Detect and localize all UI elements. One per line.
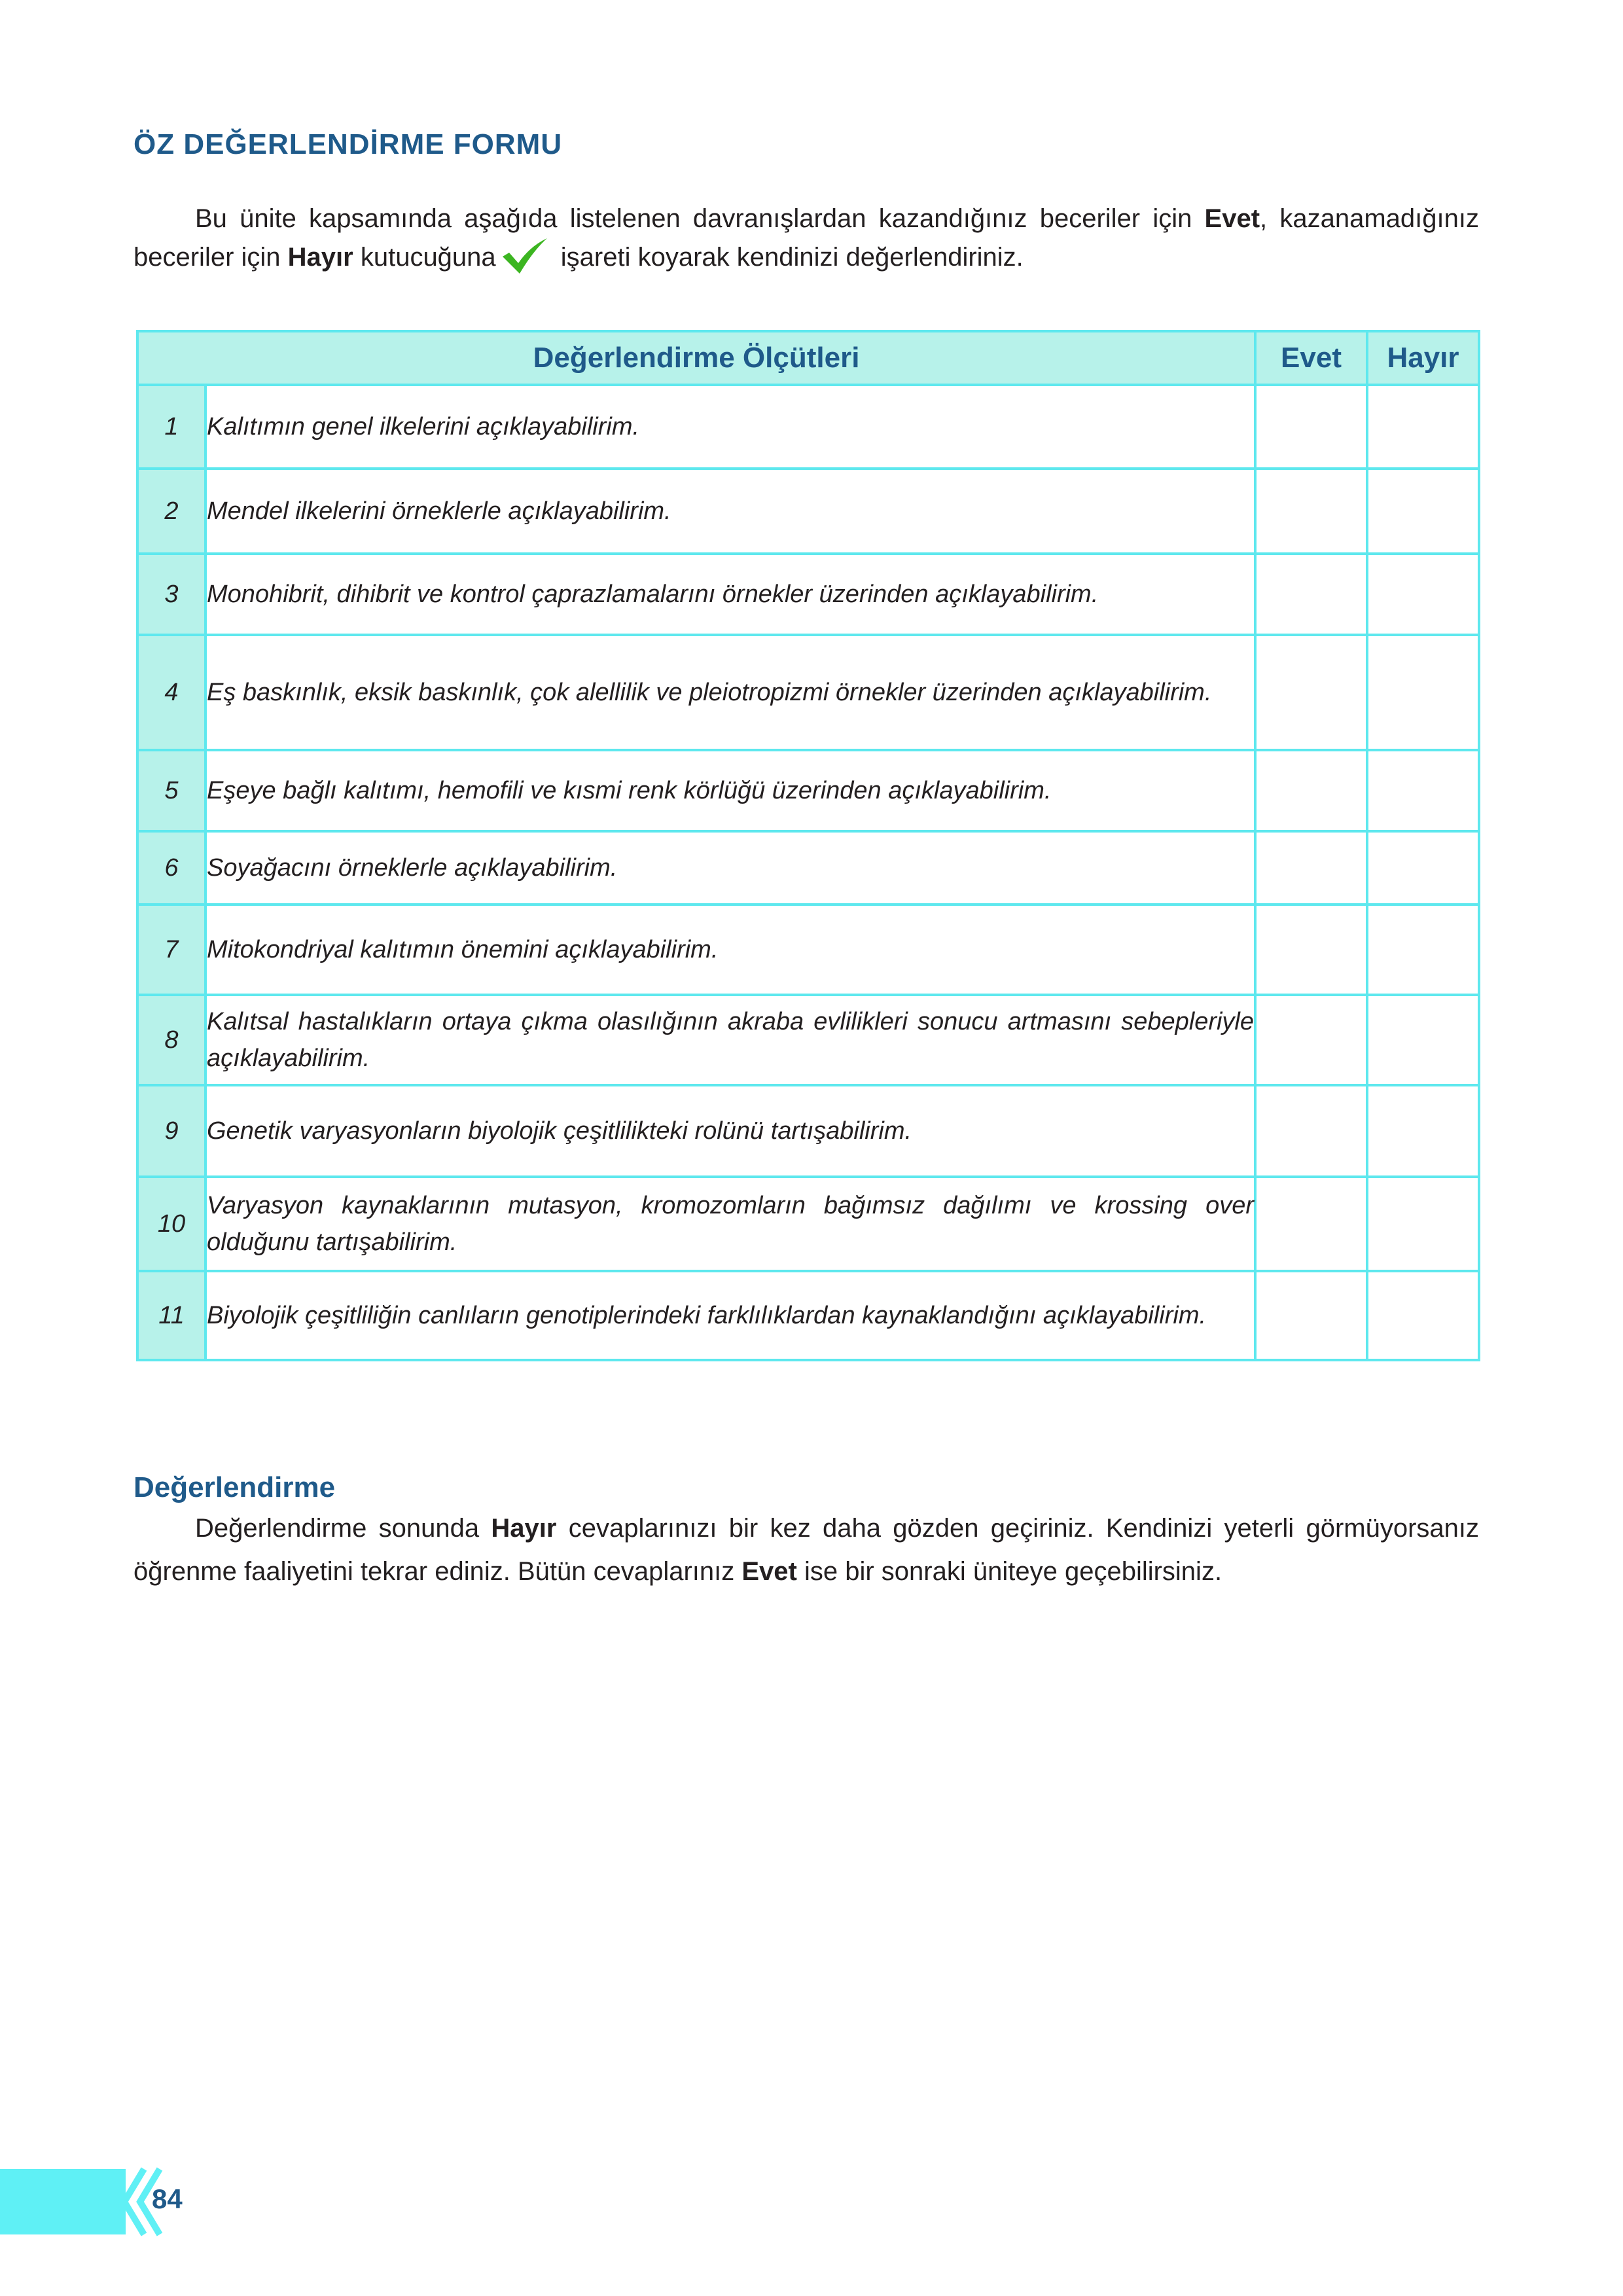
- criterion-text: Genetik varyasyonların biyolojik çeşitlilikteki rolünü tartışabilirim.: [205, 1085, 1255, 1177]
- criterion-text: Monohibrit, dihibrit ve kontrol çaprazlamalarını örnekler üzerinden açıklayabilirim.: [205, 554, 1255, 635]
- row-number: 6: [137, 831, 205, 905]
- table-row: [137, 1177, 1479, 1271]
- criterion-text: Eşeye bağlı kalıtımı, hemofili ve kısmi renk körlüğü üzerinden açıklayabilirim.: [205, 750, 1255, 831]
- hayir-checkbox-cell[interactable]: [1367, 469, 1479, 554]
- criterion-text: Mitokondriyal kalıtımın önemini açıklayabilirim.: [205, 905, 1255, 995]
- table-row: [137, 635, 1479, 750]
- hayir-checkbox-cell[interactable]: [1367, 995, 1479, 1085]
- evaluation-text-3: ise bir sonraki üniteye geçebilirsiniz.: [796, 1557, 1222, 1586]
- row-number: 2: [137, 469, 205, 554]
- intro-text-4: işareti koyarak kendinizi değerlendiriniz.: [553, 243, 1024, 272]
- page-number: 84: [152, 2183, 183, 2214]
- evaluation-text-1: Değerlendirme sonunda: [195, 1514, 491, 1543]
- row-number: 5: [137, 750, 205, 831]
- table-row: [137, 1085, 1479, 1177]
- evaluation-text-2: cevaplarınızı bir kez daha gözden geçiriniz. Kendinizi yeterli görmüyorsanız öğrenme faaliyetini tekrar ediniz. Bütün cevaplarınız: [134, 1514, 1479, 1586]
- evet-checkbox-cell[interactable]: [1255, 1085, 1367, 1177]
- table-row: [137, 385, 1479, 469]
- table-row: [137, 995, 1479, 1085]
- criterion-text: Biyolojik çeşitliliğin canlıların genotiplerindeki farklılıklardan kaynaklandığını açıklayabilirim.: [205, 1271, 1255, 1360]
- hayir-checkbox-cell[interactable]: [1367, 635, 1479, 750]
- table-row: [137, 831, 1479, 905]
- criterion-text: Kalıtsal hastalıkların ortaya çıkma olasılığının akraba evlilikleri sonucu artmasını sebepleriyle açıklayabilirim.: [205, 995, 1255, 1085]
- criterion-text: Eş baskınlık, eksik baskınlık, çok alellilik ve pleiotropizmi örnekler üzerinden açıklayabilirim.: [205, 635, 1255, 750]
- evet-checkbox-cell[interactable]: [1255, 1177, 1367, 1271]
- evet-checkbox-cell[interactable]: [1255, 385, 1367, 469]
- header-evet: Evet: [1255, 331, 1367, 385]
- green-checkmark-icon: [500, 237, 550, 275]
- page-number-band: [0, 2169, 126, 2234]
- evet-checkbox-cell[interactable]: [1255, 554, 1367, 635]
- hayir-checkbox-cell[interactable]: [1367, 554, 1479, 635]
- evet-checkbox-cell[interactable]: [1255, 635, 1367, 750]
- hayir-checkbox-cell[interactable]: [1367, 1177, 1479, 1271]
- hayir-checkbox-cell[interactable]: [1367, 1271, 1479, 1360]
- row-number: 10: [137, 1177, 205, 1271]
- table-row: [137, 554, 1479, 635]
- evet-checkbox-cell[interactable]: [1255, 831, 1367, 905]
- evet-checkbox-cell[interactable]: [1255, 905, 1367, 995]
- page-title: ÖZ DEĞERLENDİRME FORMU: [134, 128, 563, 160]
- evaluation-paragraph: [134, 1507, 1479, 1593]
- hayir-checkbox-cell[interactable]: [1367, 1085, 1479, 1177]
- row-number: 3: [137, 554, 205, 635]
- row-number: 4: [137, 635, 205, 750]
- criterion-text: Mendel ilkelerini örneklerle açıklayabilirim.: [205, 469, 1255, 554]
- hayir-checkbox-cell[interactable]: [1367, 385, 1479, 469]
- evaluation-evet: Evet: [741, 1557, 797, 1586]
- intro-paragraph: [134, 200, 1479, 276]
- table-row: [137, 750, 1479, 831]
- table-row: [137, 469, 1479, 554]
- evet-checkbox-cell[interactable]: [1255, 750, 1367, 831]
- hayir-checkbox-cell[interactable]: [1367, 750, 1479, 831]
- row-number: 8: [137, 995, 205, 1085]
- table-row: [137, 905, 1479, 995]
- intro-text-2: , kazanamadığınız beceriler için: [134, 204, 1479, 272]
- hayir-checkbox-cell[interactable]: [1367, 831, 1479, 905]
- intro-evet: Evet: [1204, 204, 1260, 233]
- intro-hayir: Hayır: [287, 243, 353, 272]
- evaluation-hayir: Hayır: [491, 1514, 557, 1543]
- evet-checkbox-cell[interactable]: [1255, 995, 1367, 1085]
- criterion-text: Soyağacını örneklerle açıklayabilirim.: [205, 831, 1255, 905]
- intro-text-3: kutucuğuna: [353, 243, 496, 272]
- header-hayir: Hayır: [1367, 331, 1479, 385]
- self-assessment-table: [136, 330, 1480, 1361]
- hayir-checkbox-cell[interactable]: [1367, 905, 1479, 995]
- criterion-text: Kalıtımın genel ilkelerini açıklayabilirim.: [205, 385, 1255, 469]
- table-header-row: [137, 331, 1479, 385]
- intro-text-1: Bu ünite kapsamında aşağıda listelenen davranışlardan kazandığınız beceriler için: [195, 204, 1205, 233]
- row-number: 7: [137, 905, 205, 995]
- evet-checkbox-cell[interactable]: [1255, 1271, 1367, 1360]
- row-number: 11: [137, 1271, 205, 1360]
- evet-checkbox-cell[interactable]: [1255, 469, 1367, 554]
- criterion-text: Varyasyon kaynaklarının mutasyon, kromozomların bağımsız dağılımı ve krossing over olduğunu tartışabilirim.: [205, 1177, 1255, 1271]
- table-row: [137, 1271, 1479, 1360]
- row-number: 1: [137, 385, 205, 469]
- row-number: 9: [137, 1085, 205, 1177]
- evaluation-title: Değerlendirme: [134, 1471, 336, 1503]
- header-criteria: Değerlendirme Ölçütleri: [137, 331, 1255, 385]
